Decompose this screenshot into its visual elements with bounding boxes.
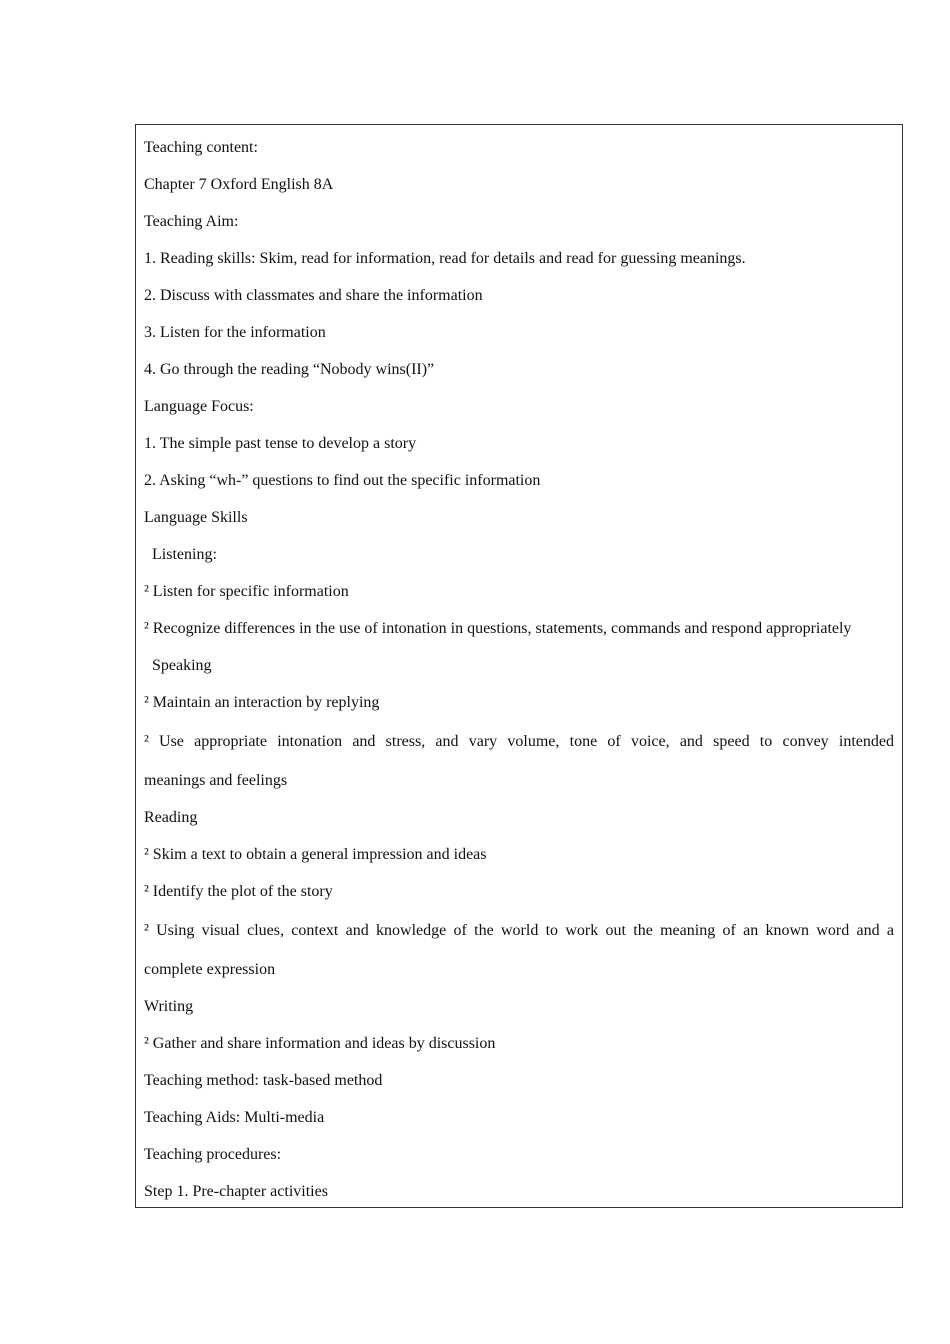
teaching-content-heading: Teaching content: [144, 139, 258, 156]
speaking-item-2-continued: meanings and feelings [144, 772, 288, 789]
aim-item-2: 2. Discuss with classmates and share the information [144, 287, 483, 304]
focus-item-2: 2. Asking “wh-” questions to find out the specific information [144, 472, 541, 489]
teaching-procedures-heading: Teaching procedures: [144, 1146, 282, 1163]
speaking-heading: Speaking [152, 657, 212, 674]
chapter-title: Chapter 7 Oxford English 8A [144, 176, 334, 193]
teaching-aim-heading: Teaching Aim: [144, 213, 239, 230]
speaking-item-1: ² Maintain an interaction by replying [144, 694, 380, 711]
language-skills-heading: Language Skills [144, 509, 248, 526]
listening-heading: Listening: [152, 546, 217, 563]
teaching-aids: Teaching Aids: Multi-media [144, 1109, 325, 1126]
listening-item-1: ² Listen for specific information [144, 583, 349, 600]
step-1: Step 1. Pre-chapter activities [144, 1183, 328, 1200]
lesson-plan-box [135, 124, 903, 1208]
writing-item-1: ² Gather and share information and ideas by discussion [144, 1035, 496, 1052]
teaching-method: Teaching method: task-based method [144, 1072, 383, 1089]
reading-heading: Reading [144, 809, 198, 826]
reading-item-3: ² Using visual clues, context and knowledge of the world to work out the meaning of an known word and a [144, 922, 894, 939]
reading-item-2: ² Identify the plot of the story [144, 883, 333, 900]
aim-item-1: 1. Reading skills: Skim, read for information, read for details and read for guessing meanings. [144, 250, 746, 267]
reading-item-3-continued: complete expression [144, 961, 276, 978]
reading-item-1: ² Skim a text to obtain a general impression and ideas [144, 846, 487, 863]
aim-item-4: 4. Go through the reading “Nobody wins(II)” [144, 361, 435, 378]
speaking-item-2: ² Use appropriate intonation and stress, and vary volume, tone of voice, and speed to convey intended [144, 733, 894, 750]
language-focus-heading: Language Focus: [144, 398, 254, 415]
aim-item-3: 3. Listen for the information [144, 324, 326, 341]
writing-heading: Writing [144, 998, 194, 1015]
focus-item-1: 1. The simple past tense to develop a story [144, 435, 417, 452]
listening-item-2: ² Recognize differences in the use of intonation in questions, statements, commands and respond appropriately [144, 620, 852, 637]
